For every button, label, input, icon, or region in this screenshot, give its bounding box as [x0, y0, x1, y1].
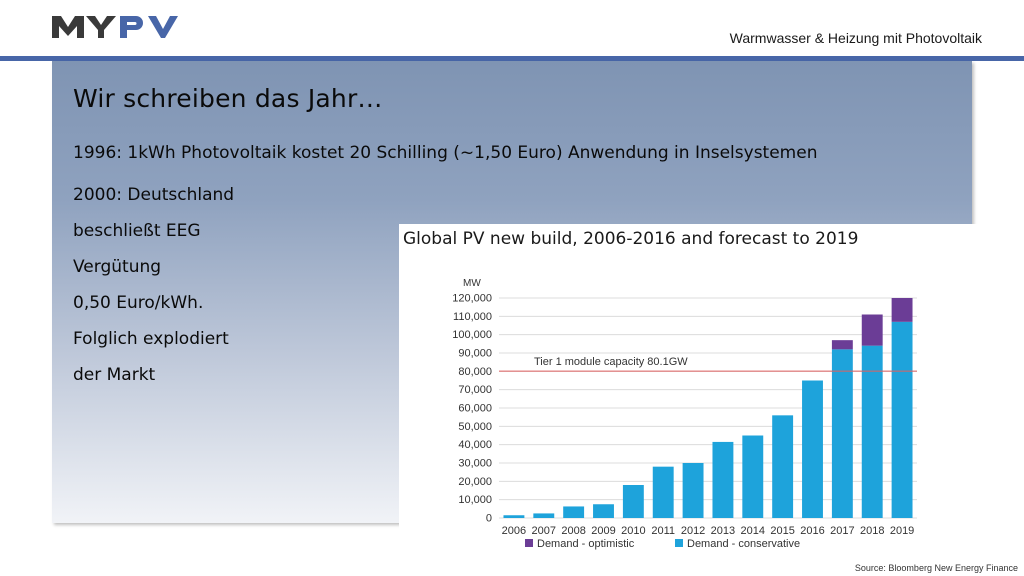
bar-demand-conservative-2007 [533, 513, 554, 518]
bar-demand-conservative-2011 [653, 467, 674, 518]
x-tick-label: 2018 [859, 525, 885, 537]
text-line-rate: 0,50 Euro/kWh. [73, 293, 204, 313]
bar-demand-conservative-2010 [623, 485, 644, 518]
bar-demand-optimistic-2018 [862, 315, 883, 346]
presentation-subtitle: Warmwasser & Heizung mit Photovoltaik [729, 30, 982, 46]
y-tick-label: 0 [485, 512, 492, 525]
bar-demand-conservative-2012 [683, 463, 704, 518]
bar-demand-conservative-2014 [742, 436, 763, 519]
text-line-verguetung: Vergütung [73, 257, 162, 277]
bar-demand-conservative-2015 [772, 415, 793, 518]
y-tick-label: 110,000 [453, 310, 492, 323]
y-tick-label: 80,000 [458, 365, 492, 378]
bar-demand-optimistic-2019 [892, 298, 913, 322]
bar-demand-conservative-2017 [832, 349, 853, 518]
chart-source: Source: Bloomberg New Energy Finance [854, 563, 1018, 573]
y-tick-label: 90,000 [458, 347, 492, 360]
chart-y-axis-label: MW [463, 278, 481, 289]
legend-label: Demand - conservative [687, 538, 801, 550]
y-tick-label: 70,000 [458, 384, 492, 397]
text-line-eeg: beschließt EEG [73, 221, 201, 241]
x-tick-label: 2006 [501, 525, 527, 537]
bar-demand-conservative-2006 [503, 515, 524, 518]
bar-demand-conservative-2008 [563, 506, 584, 518]
y-tick-label: 100,000 [452, 329, 492, 342]
pv-build-chart [399, 224, 1024, 576]
text-line-2000: 2000: Deutschland [73, 185, 235, 205]
legend-label: Demand - optimistic [537, 538, 635, 550]
y-tick-label: 10,000 [458, 494, 492, 507]
y-tick-label: 20,000 [458, 475, 492, 488]
y-tick-label: 50,000 [458, 420, 492, 433]
chart-title: Global PV new build, 2006-2016 and forecast to 2019 [403, 229, 859, 249]
slide-title: Wir schreiben das Jahr… [73, 84, 383, 113]
y-tick-label: 60,000 [458, 402, 492, 415]
x-tick-label: 2016 [800, 525, 825, 537]
x-tick-label: 2007 [531, 525, 557, 537]
x-tick-label: 2019 [889, 525, 915, 537]
bar-demand-optimistic-2017 [832, 340, 853, 349]
legend-swatch [675, 539, 683, 547]
x-tick-label: 2010 [621, 525, 646, 537]
x-tick-label: 2015 [770, 525, 795, 537]
text-line-explodiert: Folglich explodiert [73, 329, 229, 349]
bar-demand-conservative-2016 [802, 381, 823, 519]
x-tick-label: 2013 [710, 525, 736, 537]
legend-swatch [525, 539, 533, 547]
reference-line-label: Tier 1 module capacity 80.1GW [534, 356, 688, 369]
y-tick-label: 40,000 [458, 439, 492, 452]
x-tick-label: 2014 [740, 525, 766, 537]
x-tick-label: 2008 [561, 525, 586, 537]
x-tick-label: 2012 [680, 525, 706, 537]
bar-demand-conservative-2019 [892, 322, 913, 518]
bar-demand-conservative-2013 [712, 442, 733, 518]
mypv-logo [52, 14, 187, 40]
x-tick-label: 2011 [651, 525, 676, 537]
text-line-1996: 1996: 1kWh Photovoltaik kostet 20 Schilling (~1,50 Euro) Anwendung in Inselsystemen [73, 143, 818, 163]
y-tick-label: 120,000 [452, 292, 492, 305]
text-line-markt: der Markt [73, 365, 156, 385]
chart-container [399, 224, 1024, 576]
y-tick-label: 30,000 [458, 457, 492, 470]
bar-demand-conservative-2009 [593, 504, 614, 518]
x-tick-label: 2017 [830, 525, 855, 537]
x-tick-label: 2009 [591, 525, 616, 537]
